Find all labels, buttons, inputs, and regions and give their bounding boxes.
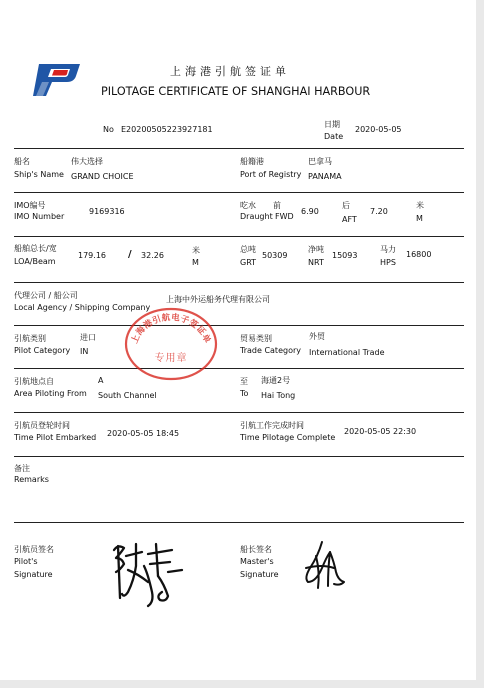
ship-name-value-cn: 伟大选择 xyxy=(71,157,103,166)
registry-label-en: Port of Registry xyxy=(240,170,302,179)
pilot-category-value-en: IN xyxy=(80,347,89,356)
area-to-label-cn: 至 xyxy=(240,377,248,386)
draught-aft-cn: 后 xyxy=(342,201,350,210)
shanghai-pilot-logo xyxy=(30,62,82,98)
imo-value: 9169316 xyxy=(89,207,125,216)
ship-name-label-cn: 船名 xyxy=(14,157,30,166)
trade-category-value-cn: 外贸 xyxy=(309,332,325,341)
hps-label-cn: 马力 xyxy=(380,245,396,254)
area-to-value-en: Hai Tong xyxy=(261,391,296,400)
complete-value: 2020-05-05 22:30 xyxy=(344,427,417,436)
remarks-label-cn: 备注 xyxy=(14,464,30,473)
pilot-signature xyxy=(108,536,198,610)
pilot-signature-label-cn: 引航员签名 xyxy=(14,545,54,554)
divider xyxy=(14,148,464,149)
master-signature-label-cn: 船长签名 xyxy=(240,545,272,554)
draught-fwd-value: 6.90 xyxy=(301,207,319,216)
date-value: 2020-05-05 xyxy=(355,125,402,134)
draught-fwd-cn: 前 xyxy=(273,201,281,210)
divider xyxy=(14,456,464,457)
title-english: PILOTAGE CERTIFICATE OF SHANGHAI HARBOUR xyxy=(101,85,371,98)
loa-beam-separator: / xyxy=(128,249,132,260)
nrt-label-cn: 净吨 xyxy=(308,245,324,254)
hps-value: 16800 xyxy=(406,250,432,259)
draught-label-en: Draught xyxy=(240,212,273,221)
divider xyxy=(14,522,464,523)
loa-beam-label-cn: 船舶总长/宽 xyxy=(14,244,57,253)
divider xyxy=(14,282,464,283)
hps-label-en: HPS xyxy=(380,258,396,267)
master-signature-label-en-2: Signature xyxy=(240,570,279,579)
embarked-value: 2020-05-05 18:45 xyxy=(107,429,180,438)
master-signature xyxy=(300,538,350,594)
pilot-category-label-en: Pilot Category xyxy=(14,346,71,355)
dimension-unit-cn: 米 xyxy=(192,246,200,255)
embarked-label-cn: 引航员登轮时间 xyxy=(14,421,70,430)
agency-label-en: Local Agency / Shipping Company xyxy=(14,303,151,312)
stamp-center-text: 专用章 xyxy=(154,353,188,364)
pilot-signature-label-en-1: Pilot's xyxy=(14,557,38,566)
grt-value: 50309 xyxy=(262,251,288,260)
loa-beam-label-en: LOA/Beam xyxy=(14,257,56,266)
imo-label-cn: IMO编号 xyxy=(14,201,46,210)
remarks-label-en: Remarks xyxy=(14,475,49,484)
registry-value-cn: 巴拿马 xyxy=(308,157,332,166)
trade-category-label-cn: 贸易类别 xyxy=(240,334,272,343)
ship-name-value-en: GRAND CHOICE xyxy=(71,172,134,181)
area-to-value-cn: 海通2号 xyxy=(261,376,291,385)
no-label: No xyxy=(103,125,114,134)
draught-aft-value: 7.20 xyxy=(370,207,388,216)
imo-label-en: IMO Number xyxy=(14,212,65,221)
ship-name-label-en: Ship's Name xyxy=(14,170,64,179)
pilot-category-value-cn: 进口 xyxy=(80,333,96,342)
draught-aft-en: AFT xyxy=(342,215,357,224)
grt-label-cn: 总吨 xyxy=(240,245,256,254)
title-chinese: 上海港引航签证单 xyxy=(170,65,290,78)
divider xyxy=(14,325,464,326)
trade-category-label-en: Trade Category xyxy=(240,346,301,355)
nrt-value: 15093 xyxy=(332,251,358,260)
master-signature-label-en-1: Master's xyxy=(240,557,274,566)
draught-label-cn: 吃水 xyxy=(240,201,256,210)
complete-label-cn: 引航工作完成时间 xyxy=(240,421,304,430)
area-from-value-1: A xyxy=(98,376,104,385)
agency-label-cn: 代理公司 / 船公司 xyxy=(14,291,78,300)
area-to-label-en: To xyxy=(240,389,249,398)
divider xyxy=(14,368,464,369)
stamp-ring-text: 上海港引航电子签证单 xyxy=(129,312,213,346)
complete-label-en: Time Pilotage Complete xyxy=(240,433,336,442)
certificate-number: E20200505223927181 xyxy=(121,125,213,134)
nrt-label-en: NRT xyxy=(308,258,324,267)
pilot-category-label-cn: 引航类别 xyxy=(14,334,46,343)
divider xyxy=(14,236,464,237)
divider xyxy=(14,412,464,413)
area-from-label-cn: 引航地点自 xyxy=(14,377,54,386)
trade-category-value-en: International Trade xyxy=(309,348,385,357)
divider xyxy=(14,192,464,193)
area-from-label-en: Area Piloting From xyxy=(14,389,87,398)
beam-value: 32.26 xyxy=(141,251,164,260)
registry-label-cn: 船籍港 xyxy=(240,157,264,166)
draught-unit-en: M xyxy=(416,214,423,223)
grt-label-en: GRT xyxy=(240,258,257,267)
agency-value: 上海中外运船务代理有限公司 xyxy=(166,295,270,304)
pilot-signature-label-en-2: Signature xyxy=(14,570,53,579)
registry-value-en: PANAMA xyxy=(308,172,342,181)
draught-unit-cn: 米 xyxy=(416,201,424,210)
loa-value: 179.16 xyxy=(78,251,106,260)
dimension-unit-en: M xyxy=(192,258,199,267)
draught-fwd-en: FWD xyxy=(275,212,294,221)
date-label-en: Date xyxy=(324,132,344,141)
red-seal-stamp xyxy=(124,306,218,382)
embarked-label-en: Time Pilot Embarked xyxy=(14,433,97,442)
area-from-value-2: South Channel xyxy=(98,391,157,400)
date-label-cn: 日期 xyxy=(324,120,340,129)
